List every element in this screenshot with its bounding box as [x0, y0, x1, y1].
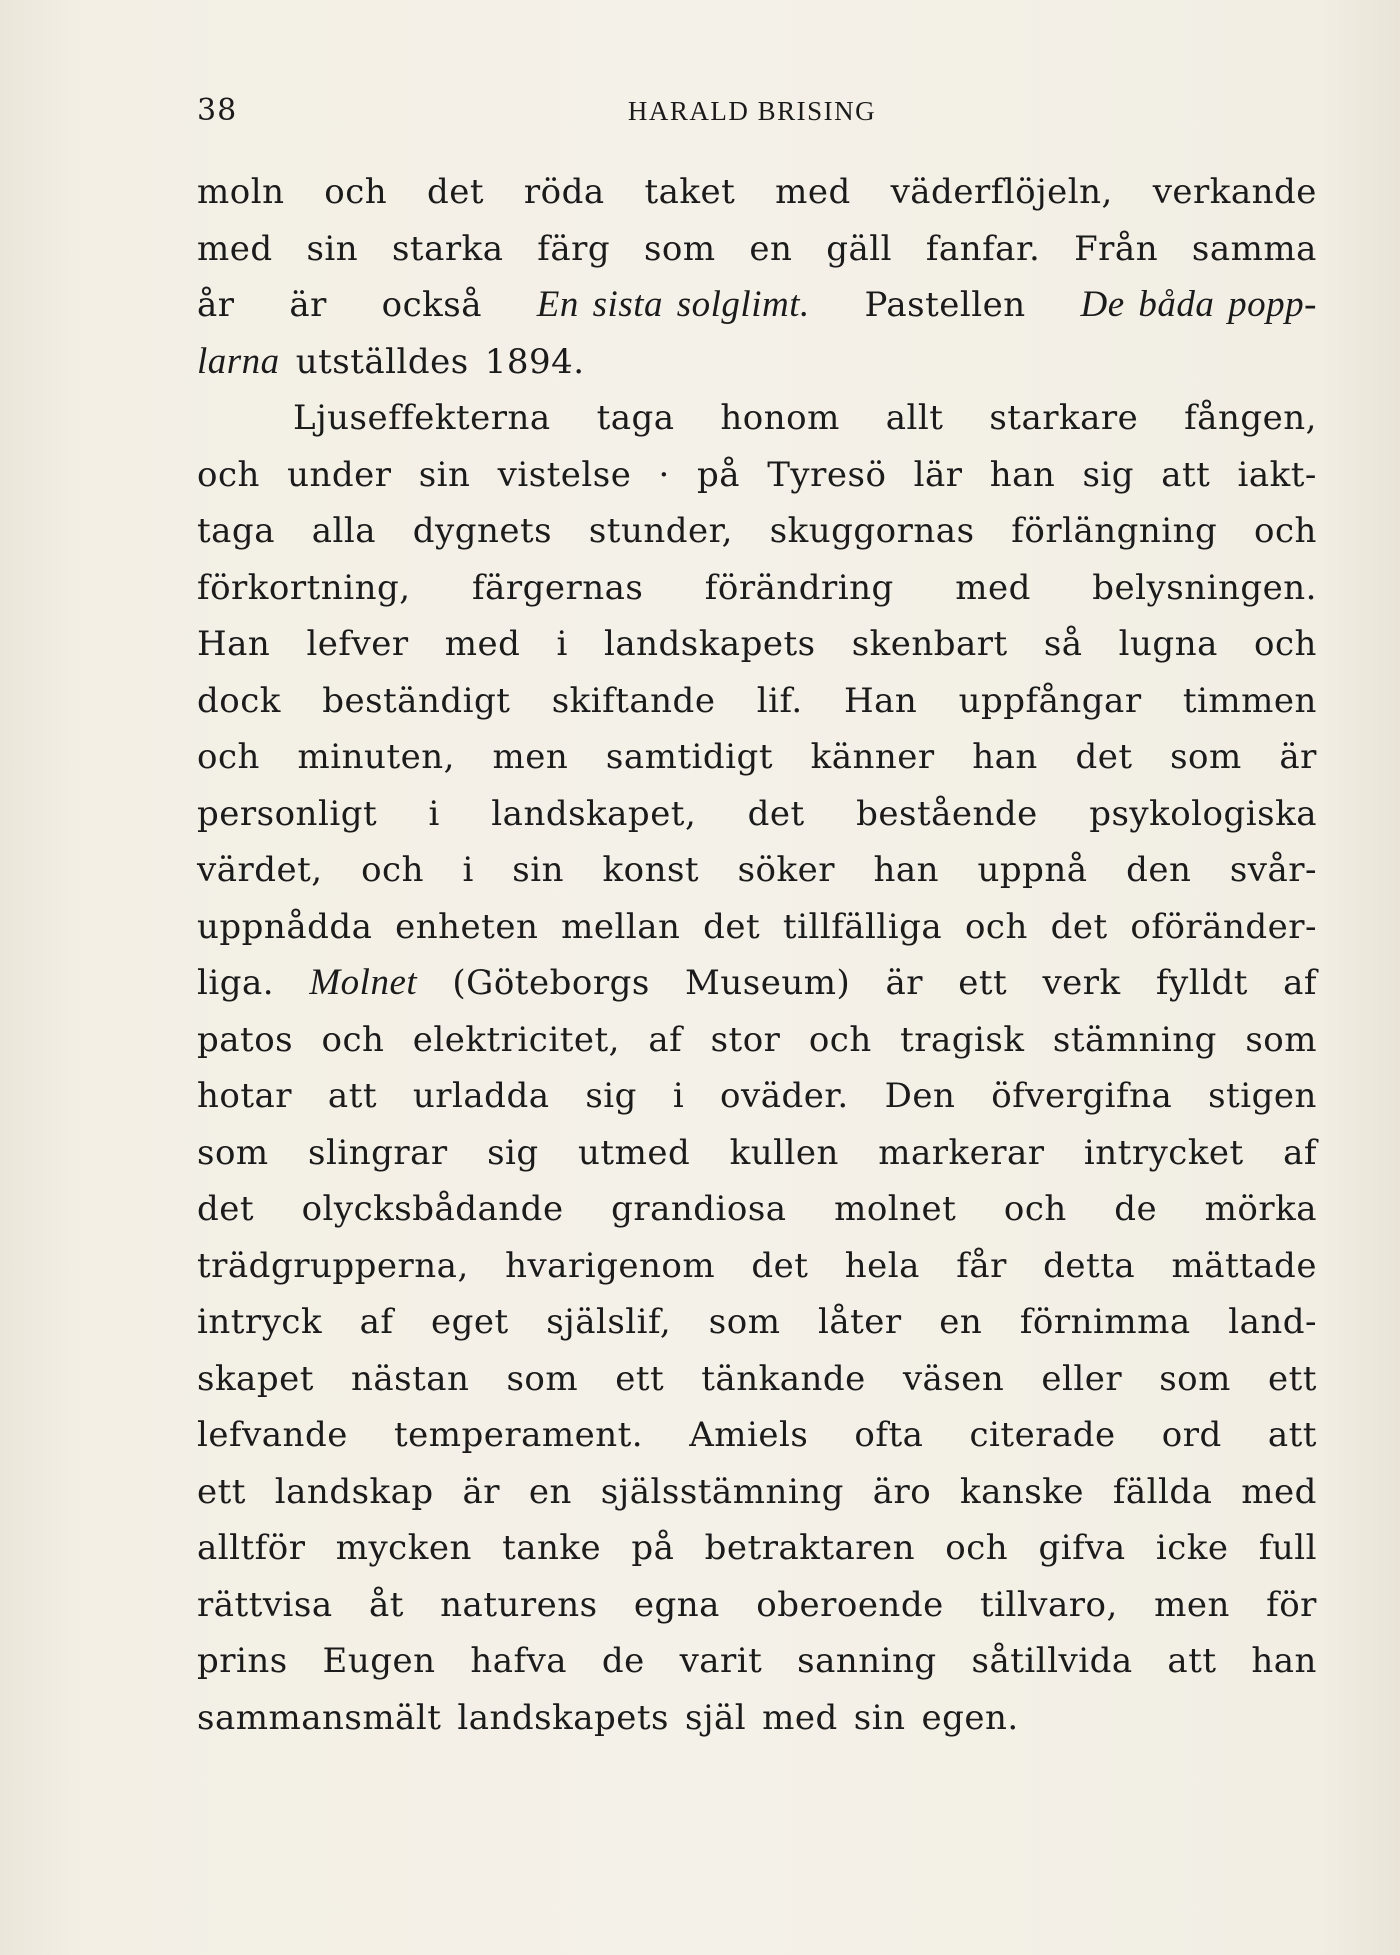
text-line	[197, 616, 1317, 673]
word: grandiosa	[611, 1189, 787, 1229]
text-line	[197, 729, 1317, 786]
word: förnimma	[1019, 1302, 1191, 1342]
word: detta	[1043, 1245, 1136, 1286]
word: trädgrupperna,	[197, 1245, 469, 1286]
word: dygnets	[412, 511, 553, 551]
word: Pastellen	[864, 285, 1026, 325]
word: med	[955, 567, 1031, 608]
word: kullen	[729, 1132, 839, 1173]
italic-title: En sista solglimt.	[536, 284, 810, 325]
word: icke	[1155, 1528, 1229, 1568]
word: med	[762, 1697, 838, 1738]
text-line	[197, 786, 1317, 843]
word: och	[324, 172, 388, 212]
word: förlängning	[1011, 511, 1218, 551]
word: mycken	[335, 1528, 472, 1568]
word: han	[1251, 1641, 1317, 1681]
word: äro	[872, 1471, 932, 1512]
word: taga	[596, 398, 675, 438]
word: personligt	[197, 793, 378, 834]
word: starkare	[989, 398, 1139, 438]
word: som	[1170, 737, 1242, 777]
running-title: HARALD BRISING	[627, 96, 877, 126]
word: i	[672, 1076, 685, 1116]
word: ett	[958, 963, 1008, 1003]
word: minuten,	[297, 737, 455, 777]
word: sin	[853, 1697, 906, 1738]
word: men	[1154, 1584, 1230, 1625]
word: som	[708, 1302, 781, 1342]
word: tillfälliga	[782, 906, 943, 947]
word: fanfar.	[925, 228, 1041, 269]
word: lefvande	[197, 1415, 348, 1455]
italic-title: larna	[197, 340, 280, 382]
word: elektricitet,	[412, 1019, 620, 1060]
word: moln	[197, 172, 285, 212]
word: landskapets	[603, 624, 816, 664]
word: är	[885, 963, 924, 1003]
word: patos	[197, 1019, 294, 1060]
word: och	[945, 1528, 1009, 1568]
word: stämning	[1052, 1019, 1217, 1060]
word: det	[751, 1245, 809, 1286]
word: af	[1283, 1132, 1317, 1173]
word: skiftande	[551, 680, 716, 721]
text-line	[197, 221, 1317, 278]
word: ord	[1161, 1415, 1222, 1455]
word: mörka	[1204, 1189, 1317, 1229]
word: det	[197, 1189, 255, 1229]
text-line	[197, 277, 1317, 334]
text-line	[197, 1351, 1317, 1408]
word: uppnådda	[197, 906, 373, 947]
word: en	[749, 228, 793, 269]
word: öfvergifna	[991, 1076, 1173, 1116]
word: Från	[1074, 228, 1159, 269]
text-line	[197, 164, 1317, 221]
word: det	[427, 172, 485, 212]
text-line	[197, 1407, 1317, 1464]
text-line	[197, 1464, 1317, 1521]
word: gäll	[826, 228, 893, 269]
word: skapet	[197, 1358, 314, 1399]
word: slingrar	[308, 1132, 448, 1173]
word: temperament.	[393, 1415, 644, 1455]
word: molnet	[834, 1189, 957, 1229]
word: varit	[679, 1641, 763, 1681]
word: själslif,	[546, 1302, 672, 1342]
word: och	[361, 850, 424, 890]
italic-title: De båda popp-	[1080, 284, 1317, 325]
page-number: 38	[197, 93, 238, 128]
word: de	[601, 1641, 645, 1681]
word: det	[703, 906, 761, 947]
word: intryck	[197, 1302, 323, 1342]
text-line	[197, 1012, 1317, 1069]
word: själsstämning	[600, 1471, 844, 1512]
word: åt	[368, 1584, 404, 1625]
word: beständigt	[322, 680, 511, 721]
text-line	[197, 1068, 1317, 1125]
word: urladda	[412, 1076, 550, 1116]
word: prins	[197, 1641, 288, 1681]
word: att	[1167, 1641, 1217, 1681]
word: eget	[431, 1302, 509, 1342]
text-line	[197, 673, 1317, 730]
word: väderflöjeln,	[890, 172, 1113, 212]
word: han	[972, 737, 1038, 777]
word: allt	[885, 398, 944, 438]
word: dock	[197, 680, 281, 721]
word: i	[428, 793, 440, 834]
word: oväder.	[720, 1076, 849, 1116]
word: men	[492, 737, 569, 777]
word: såtillvida	[971, 1641, 1133, 1681]
word: ·	[658, 454, 670, 495]
word: ett	[615, 1358, 665, 1399]
word: enheten	[395, 906, 539, 947]
word: Han	[843, 680, 918, 721]
word: verkande	[1152, 172, 1317, 212]
word: färg	[537, 228, 611, 269]
word: är	[1279, 737, 1317, 777]
word: med	[444, 624, 521, 664]
word: med	[775, 172, 851, 212]
word: och	[1253, 624, 1317, 664]
word: sin	[512, 850, 565, 890]
word: som	[643, 228, 716, 269]
word: ofta	[854, 1415, 924, 1455]
word: mellan	[561, 906, 681, 947]
word: tanke	[502, 1528, 602, 1568]
word: fylldt	[1155, 963, 1248, 1003]
word: som	[1159, 1358, 1231, 1399]
word: lär	[913, 454, 963, 495]
word: sin	[418, 454, 471, 495]
word: förändring	[704, 567, 894, 608]
word: iakt-	[1237, 454, 1317, 495]
word: en	[939, 1302, 983, 1342]
word: verk	[1042, 963, 1121, 1003]
word: han	[873, 850, 940, 890]
word: (Göteborgs	[452, 963, 650, 1003]
word: lugna	[1118, 624, 1218, 664]
word: i	[556, 624, 568, 664]
word: citerade	[969, 1415, 1116, 1455]
word: vistelse	[497, 454, 632, 495]
word: i	[462, 850, 474, 890]
word: stor	[710, 1019, 781, 1060]
word: för	[1266, 1584, 1317, 1625]
word: olycksbådande	[301, 1189, 564, 1229]
word: Tyresö	[767, 454, 887, 495]
word: sig	[487, 1132, 539, 1173]
word: ett	[1267, 1358, 1317, 1399]
word: landskapets	[457, 1697, 669, 1738]
word: skuggornas	[769, 511, 975, 551]
word: det	[1075, 737, 1133, 777]
word: sanning	[797, 1641, 937, 1681]
word: oberoende	[756, 1584, 944, 1625]
text-line	[197, 334, 1317, 391]
word: tänkande	[701, 1358, 866, 1399]
word: och	[197, 737, 260, 777]
word: Han	[197, 624, 271, 664]
text-line	[197, 1633, 1317, 1690]
word: på	[697, 454, 741, 495]
text-line	[197, 1577, 1317, 1634]
word: och	[808, 1019, 872, 1060]
word: sig	[585, 1076, 637, 1116]
word: oföränder-	[1130, 906, 1317, 947]
word: som	[506, 1358, 579, 1399]
text-line	[197, 1181, 1317, 1238]
word: stigen	[1208, 1076, 1317, 1116]
word: tillvaro,	[980, 1584, 1118, 1625]
word: belysningen.	[1092, 567, 1317, 608]
word: svår-	[1229, 850, 1317, 890]
word: med	[197, 228, 273, 269]
word: intrycket	[1083, 1132, 1244, 1173]
word: af	[1283, 963, 1317, 1003]
word: röda	[523, 172, 605, 212]
word: att	[1267, 1415, 1317, 1455]
word: att	[327, 1076, 378, 1116]
word: värdet,	[197, 850, 323, 890]
word: land-	[1228, 1302, 1317, 1342]
word: fällda	[1112, 1471, 1213, 1512]
text-line	[197, 1238, 1317, 1295]
text-line	[197, 1520, 1317, 1577]
word: konst	[602, 850, 700, 890]
word: landskap	[274, 1471, 434, 1512]
word: egen.	[921, 1697, 1019, 1738]
word: låter	[818, 1302, 902, 1342]
word: af	[648, 1019, 683, 1060]
word: och	[964, 906, 1028, 947]
word: eller	[1041, 1358, 1123, 1399]
italic-title: Molnet	[309, 962, 418, 1003]
text-line	[197, 560, 1317, 617]
word: timmen	[1182, 680, 1317, 721]
word: sig	[1082, 454, 1135, 495]
word: uppfångar	[958, 680, 1142, 721]
word: och	[197, 454, 260, 495]
word: Ljuseffekterna	[293, 398, 551, 438]
word: skenbart	[851, 624, 1008, 664]
word: så	[1043, 624, 1083, 664]
word: utställdes	[295, 341, 469, 382]
word: med	[1241, 1471, 1317, 1512]
text-line	[197, 447, 1317, 504]
word: taga	[197, 511, 275, 551]
word: utmed	[578, 1132, 691, 1173]
text-line	[197, 1125, 1317, 1182]
word: rättvisa	[197, 1584, 333, 1625]
body-text	[197, 164, 1317, 1746]
word: Eugen	[322, 1641, 436, 1681]
text-line	[197, 390, 1317, 447]
word: fången,	[1184, 398, 1317, 438]
word: bestående	[856, 793, 1038, 834]
word: naturens	[440, 1584, 598, 1625]
word: själ	[685, 1697, 747, 1738]
word: starka	[391, 228, 504, 269]
text-line	[197, 503, 1317, 560]
word: förkortning,	[197, 567, 411, 608]
word: taket	[644, 172, 736, 212]
word: det	[747, 793, 805, 834]
word: år	[197, 285, 235, 325]
word: sammansmält	[197, 1697, 442, 1738]
word: är	[289, 285, 327, 325]
word: sin	[306, 228, 359, 269]
word: ett	[197, 1471, 246, 1512]
word: markerar	[878, 1132, 1045, 1173]
word: under	[287, 454, 392, 495]
word: känner	[810, 737, 935, 777]
word: är	[462, 1471, 501, 1512]
word: egna	[633, 1584, 720, 1625]
word: nästan	[350, 1358, 470, 1399]
word: som	[197, 1132, 269, 1173]
word: Museum)	[685, 963, 851, 1003]
text-line	[197, 1294, 1317, 1351]
word: och	[321, 1019, 385, 1060]
word: landskapet,	[491, 793, 697, 834]
word: Den	[884, 1076, 956, 1116]
word: tragisk	[900, 1019, 1025, 1060]
word: och	[1254, 511, 1317, 551]
word: på	[631, 1528, 675, 1568]
word: och	[1003, 1189, 1067, 1229]
word: alltför	[197, 1528, 306, 1568]
word: också	[381, 285, 482, 325]
word: betraktaren	[704, 1528, 916, 1568]
word: söker	[737, 850, 835, 890]
word: väsen	[902, 1358, 1005, 1399]
word: hela	[844, 1245, 920, 1286]
word: det	[1050, 906, 1108, 947]
word: af	[359, 1302, 394, 1342]
word: hafva	[470, 1641, 568, 1681]
word: full	[1258, 1528, 1317, 1568]
text-line	[197, 842, 1317, 899]
word: samtidigt	[605, 737, 773, 777]
word: hotar	[197, 1076, 293, 1116]
word: hvarigenom	[505, 1245, 716, 1286]
text-line	[197, 1690, 1317, 1747]
text-line	[197, 955, 1317, 1012]
word: kanske	[960, 1471, 1084, 1512]
word: en	[528, 1471, 572, 1512]
word: den	[1126, 850, 1192, 890]
word: alla	[311, 511, 376, 551]
word: honom	[720, 398, 840, 438]
word: han	[989, 454, 1056, 495]
word: som	[1245, 1019, 1317, 1060]
word: färgernas	[471, 567, 644, 608]
word: lif.	[756, 680, 803, 721]
word: att	[1161, 454, 1211, 495]
word: stunder,	[588, 511, 733, 551]
word: får	[956, 1245, 1007, 1286]
word: gifva	[1038, 1528, 1126, 1568]
word: uppnå	[977, 850, 1088, 890]
word: de	[1114, 1189, 1158, 1229]
word: liga.	[197, 963, 275, 1003]
word: samma	[1191, 228, 1317, 269]
word: 1894.	[484, 341, 585, 382]
word: mättade	[1171, 1245, 1317, 1286]
word: lefver	[306, 624, 409, 664]
text-line	[197, 899, 1317, 956]
word: psykologiska	[1089, 793, 1317, 834]
word: Amiels	[689, 1415, 809, 1455]
running-head	[197, 86, 1317, 136]
